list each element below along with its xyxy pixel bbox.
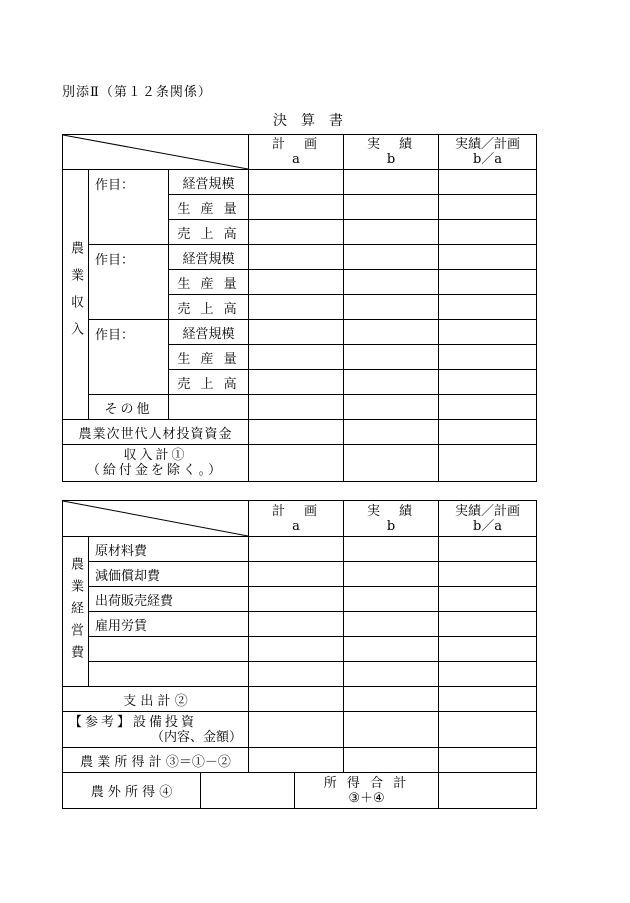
total-income-input[interactable] <box>439 773 537 809</box>
off-farm-income-input[interactable] <box>201 773 295 809</box>
input-cell[interactable] <box>439 220 537 245</box>
input-cell[interactable] <box>249 712 344 748</box>
input-cell[interactable] <box>249 295 344 320</box>
input-cell[interactable] <box>439 345 537 370</box>
income-total-note: （給付金を除く。） <box>86 463 225 478</box>
input-cell[interactable] <box>439 537 537 562</box>
input-cell[interactable] <box>344 220 439 245</box>
input-cell[interactable] <box>249 445 344 482</box>
crop-label-3: 作目： <box>89 320 169 395</box>
expense-item-label: 原材料費 <box>89 537 249 562</box>
total-income-formula: ③＋④ <box>348 790 385 806</box>
off-farm-income-label: 農 外 所 得 ④ <box>63 773 201 809</box>
input-cell[interactable] <box>439 195 537 220</box>
input-cell[interactable] <box>439 662 537 687</box>
expense-item-label: 雇用労賃 <box>89 612 249 637</box>
col-actual-sub: b <box>386 518 396 534</box>
input-cell[interactable] <box>439 637 537 662</box>
input-cell[interactable] <box>249 687 344 712</box>
col-header-ratio <box>439 135 537 170</box>
input-cell[interactable] <box>439 270 537 295</box>
expense-item-label: 出荷販売経費 <box>89 587 249 612</box>
input-cell[interactable] <box>249 345 344 370</box>
col-plan-sub: a <box>292 152 300 167</box>
crop-label-2: 作目： <box>89 245 169 320</box>
blank-cell[interactable] <box>169 395 249 420</box>
input-cell[interactable] <box>249 537 344 562</box>
input-cell[interactable] <box>249 320 344 345</box>
expense-item-label: 減価償却費 <box>89 562 249 587</box>
input-cell[interactable] <box>439 748 537 773</box>
input-cell[interactable] <box>344 170 439 195</box>
input-cell[interactable] <box>249 370 344 395</box>
item-label: 売 上 高 <box>169 370 249 395</box>
input-cell[interactable] <box>344 748 439 773</box>
input-cell[interactable] <box>344 445 439 482</box>
input-cell[interactable] <box>439 395 537 420</box>
input-cell[interactable] <box>439 712 537 748</box>
input-cell[interactable] <box>249 195 344 220</box>
input-cell[interactable] <box>344 420 439 445</box>
income-total-cell <box>63 445 249 482</box>
income-section-label: 農業収入 <box>63 170 89 420</box>
input-cell[interactable] <box>249 662 344 687</box>
col-actual-label: 実 績 <box>367 503 416 519</box>
item-label: 生 産 量 <box>169 270 249 295</box>
input-cell[interactable] <box>344 395 439 420</box>
other-label: その他 <box>89 395 169 420</box>
col-plan-label: 計 画 <box>272 503 321 519</box>
input-cell[interactable] <box>344 662 439 687</box>
col-actual-label: 実 績 <box>367 137 416 152</box>
item-label: 経営規模 <box>169 320 249 345</box>
input-cell[interactable] <box>344 687 439 712</box>
input-cell[interactable] <box>249 170 344 195</box>
col-header-ratio <box>439 501 537 537</box>
document-title: 決算書 <box>273 113 357 129</box>
subsidy-label: 農業次世代人材投資資金 <box>63 420 249 445</box>
input-cell[interactable] <box>249 587 344 612</box>
crop-label-1: 作目： <box>89 170 169 245</box>
input-cell[interactable] <box>439 587 537 612</box>
input-cell[interactable] <box>439 320 537 345</box>
input-cell[interactable] <box>344 295 439 320</box>
input-cell[interactable] <box>249 270 344 295</box>
header-note: 別添Ⅱ（第１２条関係） <box>62 85 212 100</box>
col-ratio-label: 実績／計画 <box>455 503 521 519</box>
invest-cell <box>63 712 249 748</box>
col-ratio-sub: b／a <box>472 152 503 167</box>
input-cell[interactable] <box>249 612 344 637</box>
input-cell[interactable] <box>249 220 344 245</box>
input-cell[interactable] <box>344 270 439 295</box>
input-cell[interactable] <box>439 562 537 587</box>
expense-section-label: 農業経営費 <box>63 537 89 687</box>
invest-label: 【参考】設備投資 <box>69 714 198 730</box>
total-income-label: 所 得 合 計 <box>323 775 410 791</box>
input-cell[interactable] <box>439 612 537 637</box>
item-label: 売 上 高 <box>169 220 249 245</box>
input-cell[interactable] <box>344 587 439 612</box>
income-total-label: 収入計① <box>123 448 188 463</box>
item-label: 売 上 高 <box>169 295 249 320</box>
col-header-actual <box>344 501 439 537</box>
input-cell[interactable] <box>344 320 439 345</box>
input-cell[interactable] <box>439 170 537 195</box>
item-label: 生 産 量 <box>169 345 249 370</box>
input-cell[interactable] <box>344 370 439 395</box>
input-cell[interactable] <box>439 687 537 712</box>
col-header-plan <box>249 501 344 537</box>
col-plan-label: 計 画 <box>272 137 321 152</box>
input-cell[interactable] <box>249 420 344 445</box>
income-table <box>62 134 537 482</box>
input-cell[interactable] <box>344 537 439 562</box>
input-cell[interactable] <box>439 420 537 445</box>
input-cell[interactable] <box>249 562 344 587</box>
farm-income-label: 農 業 所 得 計 ③＝①－② <box>63 748 249 773</box>
col-plan-sub: a <box>292 518 300 534</box>
input-cell[interactable] <box>344 562 439 587</box>
input-cell[interactable] <box>344 712 439 748</box>
input-cell[interactable] <box>439 295 537 320</box>
expense-table <box>62 500 537 809</box>
item-label: 経営規模 <box>169 170 249 195</box>
input-cell[interactable] <box>249 637 344 662</box>
col-actual-sub: b <box>386 152 396 167</box>
input-cell[interactable] <box>344 195 439 220</box>
input-cell[interactable] <box>249 748 344 773</box>
diagonal-header-cell <box>63 501 249 537</box>
expense-total-label: 支 出 計 ② <box>63 687 249 712</box>
input-cell[interactable] <box>249 245 344 270</box>
input-cell[interactable] <box>249 395 344 420</box>
input-cell[interactable] <box>439 370 537 395</box>
total-income-cell <box>295 773 439 809</box>
col-header-actual <box>344 135 439 170</box>
blank-item-cell[interactable] <box>89 662 249 687</box>
diagonal-header-cell <box>63 135 249 170</box>
blank-item-cell[interactable] <box>89 637 249 662</box>
input-cell[interactable] <box>344 245 439 270</box>
input-cell[interactable] <box>344 612 439 637</box>
invest-note: （内容、金額） <box>150 729 242 745</box>
item-label: 経営規模 <box>169 245 249 270</box>
col-ratio-sub: b／a <box>472 518 503 534</box>
input-cell[interactable] <box>439 245 537 270</box>
input-cell[interactable] <box>344 637 439 662</box>
input-cell[interactable] <box>344 345 439 370</box>
col-header-plan <box>249 135 344 170</box>
item-label: 生 産 量 <box>169 195 249 220</box>
col-ratio-label: 実績／計画 <box>455 137 521 152</box>
input-cell[interactable] <box>439 445 537 482</box>
